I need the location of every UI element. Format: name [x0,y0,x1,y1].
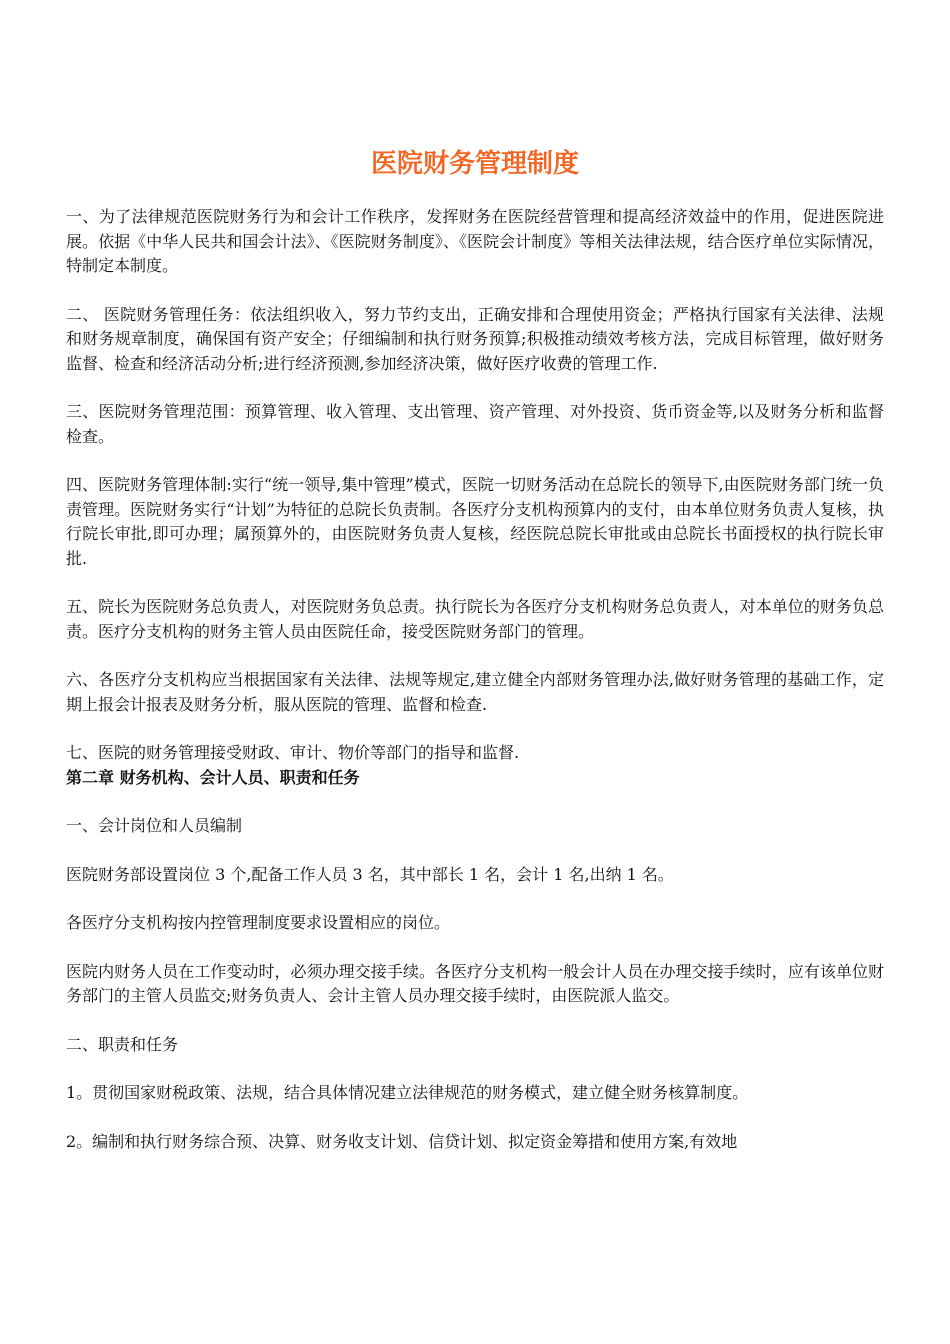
duty-item-2: 2。编制和执行财务综合预、决算、财务收支计划、信贷计划、拟定资金筹措和使用方案,有效地 [66,1131,738,1151]
section-heading-posts: 一、会计岗位和人员编制 [66,816,243,835]
paragraph-6: 六、各医疗分支机构应当根据国家有关法律、法规等规定,建立健全内部财务管理办法,做好财务管理的基础工作，定期上报会计报表及财务分析，服从医院的管理、监督和检查. [66,670,884,714]
document-body [66,205,884,1154]
chapter-heading: 第二章 财务机构、会计人员、职责和任务 [66,767,360,787]
section1-paragraph-3: 医院内财务人员在工作变动时，必须办理交接手续。各医疗分支机构一般会计人员在办理交接手续时，应有该单位财务部门的主管人员监交;财务负责人、会计主管人员办理交接手续时，由医院派人监交。 [66,961,884,1005]
paragraph-2: 二、 医院财务管理任务：依法组织收入，努力节约支出，正确安排和合理使用资金；严格执行国家有关法律、法规和财务规章制度，确保国有资产安全；仔细编制和执行财务预算;积极推动绩效考核方法，完成目标管理，做好财务监督、检查和经济活动分析;进行经济预测,参加经济决策，做好医疗收费的管理工作. [66,304,884,373]
section1-paragraph-2: 各医疗分支机构按内控管理制度要求设置相应的岗位。 [66,913,451,932]
section1-paragraph-1: 医院财务部设置岗位 3 个,配备工作人员 3 名，其中部长 1 名，会计 1 名,出纳 1 名。 [66,864,674,884]
section-heading-duties: 二、职责和任务 [66,1034,179,1054]
paragraph-7: 七、医院的财务管理接受财政、审计、物价等部门的指导和监督. [66,743,520,762]
paragraph-1: 一、为了法律规范医院财务行为和会计工作秩序，发挥财务在医院经营管理和提高经济效益中的作用，促进医院进展。依据《中华人民共和国会计法》、《医院财务制度》、《医院会计制度》等相关法律法规，结合医疗单位实际情况，特制定本制度。 [66,207,884,275]
paragraph-3: 三、医院财务管理范围：预算管理、收入管理、支出管理、资产管理、对外投资、货币资金等,以及财务分析和监督检查。 [66,402,884,446]
document-title: 医院财务管理制度 [370,149,579,179]
paragraph-5: 五、院长为医院财务总负责人，对医院财务负总责。执行院长为各医疗分支机构财务总负责人，对本单位的财务负总责。医疗分支机构的财务主管人员由医院任命，接受医院财务部门的管理。 [66,597,884,641]
duty-item-1: 1。贯彻国家财税政策、法规，结合具体情况建立法律规范的财务模式，建立健全财务核算制度。 [66,1083,749,1102]
paragraph-4: 四、医院财务管理体制:实行“统一领导,集中管理”模式，医院一切财务活动在总院长的领导下,由医院财务部门统一负责管理。医院财务实行“计划”为特征的总院长负责制。各医疗分支机构预算内的支付，由本单位财务负责人复核，执行院长审批,即可办理；属预算外的，由医院财务负责人复核，经医院总院长审批或由总院长书面授权的执行院长审批. [66,475,884,568]
